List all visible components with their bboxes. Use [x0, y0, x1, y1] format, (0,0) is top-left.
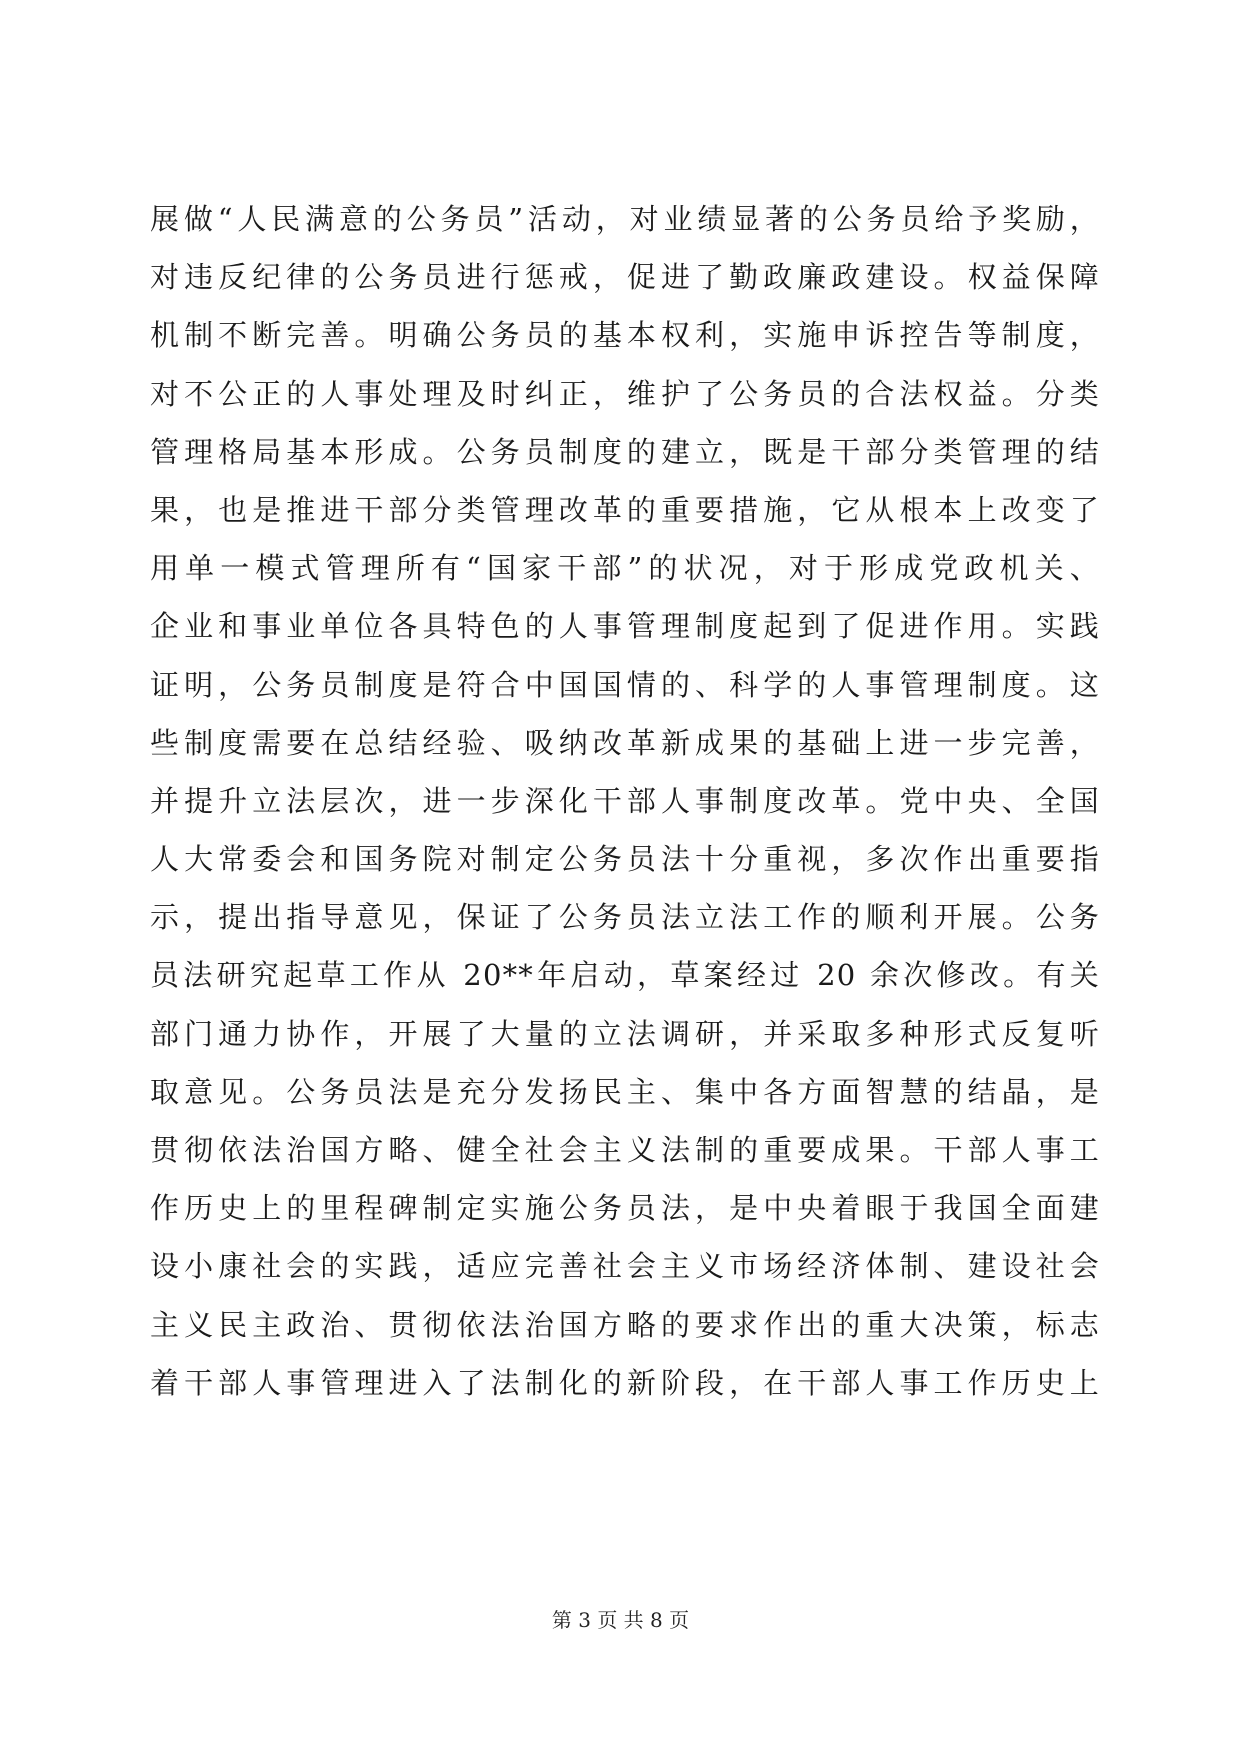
text-line: 管理格局基本形成。公务员制度的建立，既是干部分类管理的结 — [150, 434, 1100, 469]
text-line: 设小康社会的实践，适应完善社会主义市场经济体制、建设社会 — [150, 1249, 1100, 1284]
text-line: 企业和事业单位各具特色的人事管理制度起到了促进作用。实践 — [150, 609, 1100, 644]
text-line: 机制不断完善。明确公务员的基本权利，实施申诉控告等制度， — [150, 318, 1100, 353]
text-line: 些制度需要在总结经验、吸纳改革新成果的基础上进一步完善， — [150, 725, 1100, 760]
page-footer: 第 3 页 共 8 页 — [551, 1608, 690, 1632]
text-line: 着干部人事管理进入了法制化的新阶段，在干部人事工作历史上 — [150, 1365, 1100, 1400]
text-line: 示，提出指导意见，保证了公务员法立法工作的顺利开展。公务 — [150, 900, 1100, 935]
text-line: 主义民主政治、贯彻依法治国方略的要求作出的重大决策，标志 — [150, 1307, 1100, 1342]
text-line: 取意见。公务员法是充分发扬民主、集中各方面智慧的结晶，是 — [150, 1074, 1100, 1109]
text-line: 员法研究起草工作从 20**年启动，草案经过 20 余次修改。有关 — [150, 958, 1100, 993]
text-line: 人大常委会和国务院对制定公务员法十分重视，多次作出重要指 — [150, 842, 1100, 877]
text-line: 用单一模式管理所有“国家干部”的状况，对于形成党政机关、 — [150, 551, 1100, 586]
text-line: 部门通力协作，开展了大量的立法调研，并采取多种形式反复听 — [150, 1016, 1100, 1051]
text-line: 并提升立法层次，进一步深化干部人事制度改革。党中央、全国 — [150, 783, 1100, 818]
text-line: 果，也是推进干部分类管理改革的重要措施，它从根本上改变了 — [150, 492, 1100, 527]
text-line: 证明，公务员制度是符合中国国情的、科学的人事管理制度。这 — [150, 667, 1100, 702]
text-line: 对不公正的人事处理及时纠正，维护了公务员的合法权益。分类 — [150, 376, 1100, 411]
text-line: 对违反纪律的公务员进行惩戒，促进了勤政廉政建设。权益保障 — [150, 260, 1100, 295]
text-line: 作历史上的里程碑制定实施公务员法，是中央着眼于我国全面建 — [150, 1191, 1100, 1226]
text-line: 展做“人民满意的公务员”活动，对业绩显著的公务员给予奖励， — [150, 202, 1100, 236]
text-line: 贯彻依法治国方略、健全社会主义法制的重要成果。干部人事工 — [150, 1133, 1100, 1167]
body-text — [150, 190, 1100, 1412]
